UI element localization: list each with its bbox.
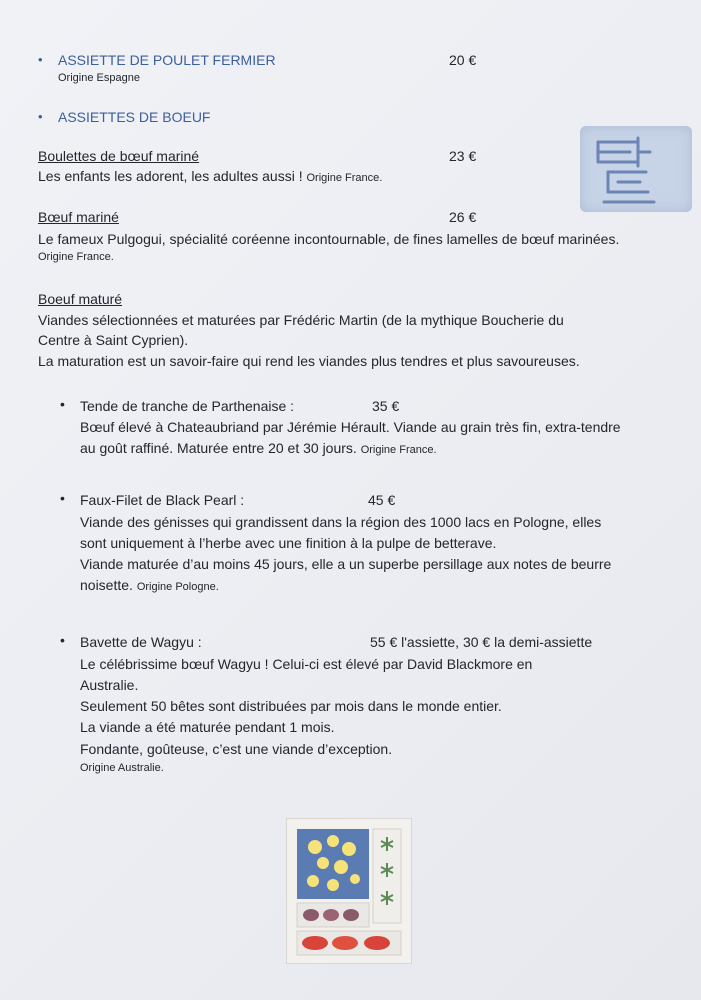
bavette-line2: Australie. [80, 677, 139, 693]
faux-filet-line4: noisette. [80, 577, 133, 593]
faux-filet-line2: sont uniquement à l’herbe avec une finition à la pulpe de betterave. [80, 535, 497, 551]
boeuf-mature-name: Boeuf maturé [38, 291, 123, 307]
bavette-line1: Le célébrissime bœuf Wagyu ! Celui-ci est élevé par David Blackmore en [80, 656, 533, 672]
bullet-icon: • [38, 109, 43, 124]
boeuf-mature-line1: Viandes sélectionnées et maturées par Frédéric Martin (de la mythique Boucherie du [38, 312, 564, 328]
faux-filet-line4-row [80, 575, 219, 597]
boeuf-marine-origin: Origine France. [38, 251, 114, 263]
bavette-line5: Fondante, goûteuse, c’est une viande d’exception. [80, 741, 393, 757]
bavette-line4: La viande a été maturée pendant 1 mois. [80, 719, 335, 735]
korean-character-illustration [580, 126, 692, 212]
boeuf-section-title: ASSIETTES DE BOEUF [58, 109, 211, 125]
tende-name: Tende de tranche de Parthenaise : [80, 398, 295, 414]
food-platter-illustration [286, 818, 412, 964]
bullet-icon: • [60, 632, 65, 648]
boeuf-marine-desc: Le fameux Pulgogui, spécialité coréenne incontournable, de fines lamelles de bœuf marinées. [38, 231, 620, 247]
faux-filet-line3: Viande maturée d’au moins 45 jours, elle a un superbe persillage aux notes de beurre [80, 556, 612, 572]
poulet-title: ASSIETTE DE POULET FERMIER [58, 52, 276, 68]
boulettes-name: Boulettes de bœuf mariné [38, 148, 200, 164]
faux-filet-price: 45 € [368, 492, 396, 508]
bavette-name: Bavette de Wagyu : [80, 634, 202, 650]
bullet-icon: • [38, 52, 43, 67]
bavette-line3: Seulement 50 bêtes sont distribuées par mois dans le monde entier. [80, 698, 502, 714]
boeuf-mature-line3: La maturation est un savoir-faire qui rend les viandes plus tendres et plus savoureuses. [38, 353, 580, 369]
tende-price: 35 € [372, 398, 400, 414]
bullet-icon: • [60, 490, 65, 506]
bavette-origin: Origine Australie. [80, 762, 164, 774]
bullet-icon: • [60, 396, 65, 412]
boulettes-price: 23 € [449, 148, 477, 164]
food-platter-icon [287, 819, 411, 963]
faux-filet-line1: Viande des génisses qui grandissent dans la région des 1000 lacs en Pologne, elles [80, 514, 602, 530]
boeuf-mature-line2: Centre à Saint Cyprien). [38, 332, 189, 348]
poulet-origin: Origine Espagne [58, 72, 140, 84]
tende-line1: Bœuf élevé à Chateaubriand par Jérémie Hérault. Viande au grain très fin, extra-tendre [80, 419, 621, 435]
boulettes-desc: Les enfants les adorent, les adultes aussi ! [38, 168, 303, 184]
tende-line2-row [80, 438, 437, 460]
boulettes-origin: Origine France. [306, 172, 383, 184]
boeuf-marine-name: Bœuf mariné [38, 209, 119, 225]
tende-origin: Origine France. [360, 444, 437, 456]
faux-filet-name: Faux-Filet de Black Pearl : [80, 492, 245, 508]
tende-line2: au goût raffiné. Maturée entre 20 et 30 jours. [80, 440, 357, 456]
faux-filet-origin: Origine Pologne. [136, 581, 219, 593]
korean-character-icon [580, 126, 692, 212]
poulet-price: 20 € [449, 52, 477, 68]
boulettes-desc-line [38, 166, 382, 188]
bavette-price: 55 € l'assiette, 30 € la demi-assiette [370, 634, 593, 650]
boeuf-marine-price: 26 € [449, 209, 477, 225]
